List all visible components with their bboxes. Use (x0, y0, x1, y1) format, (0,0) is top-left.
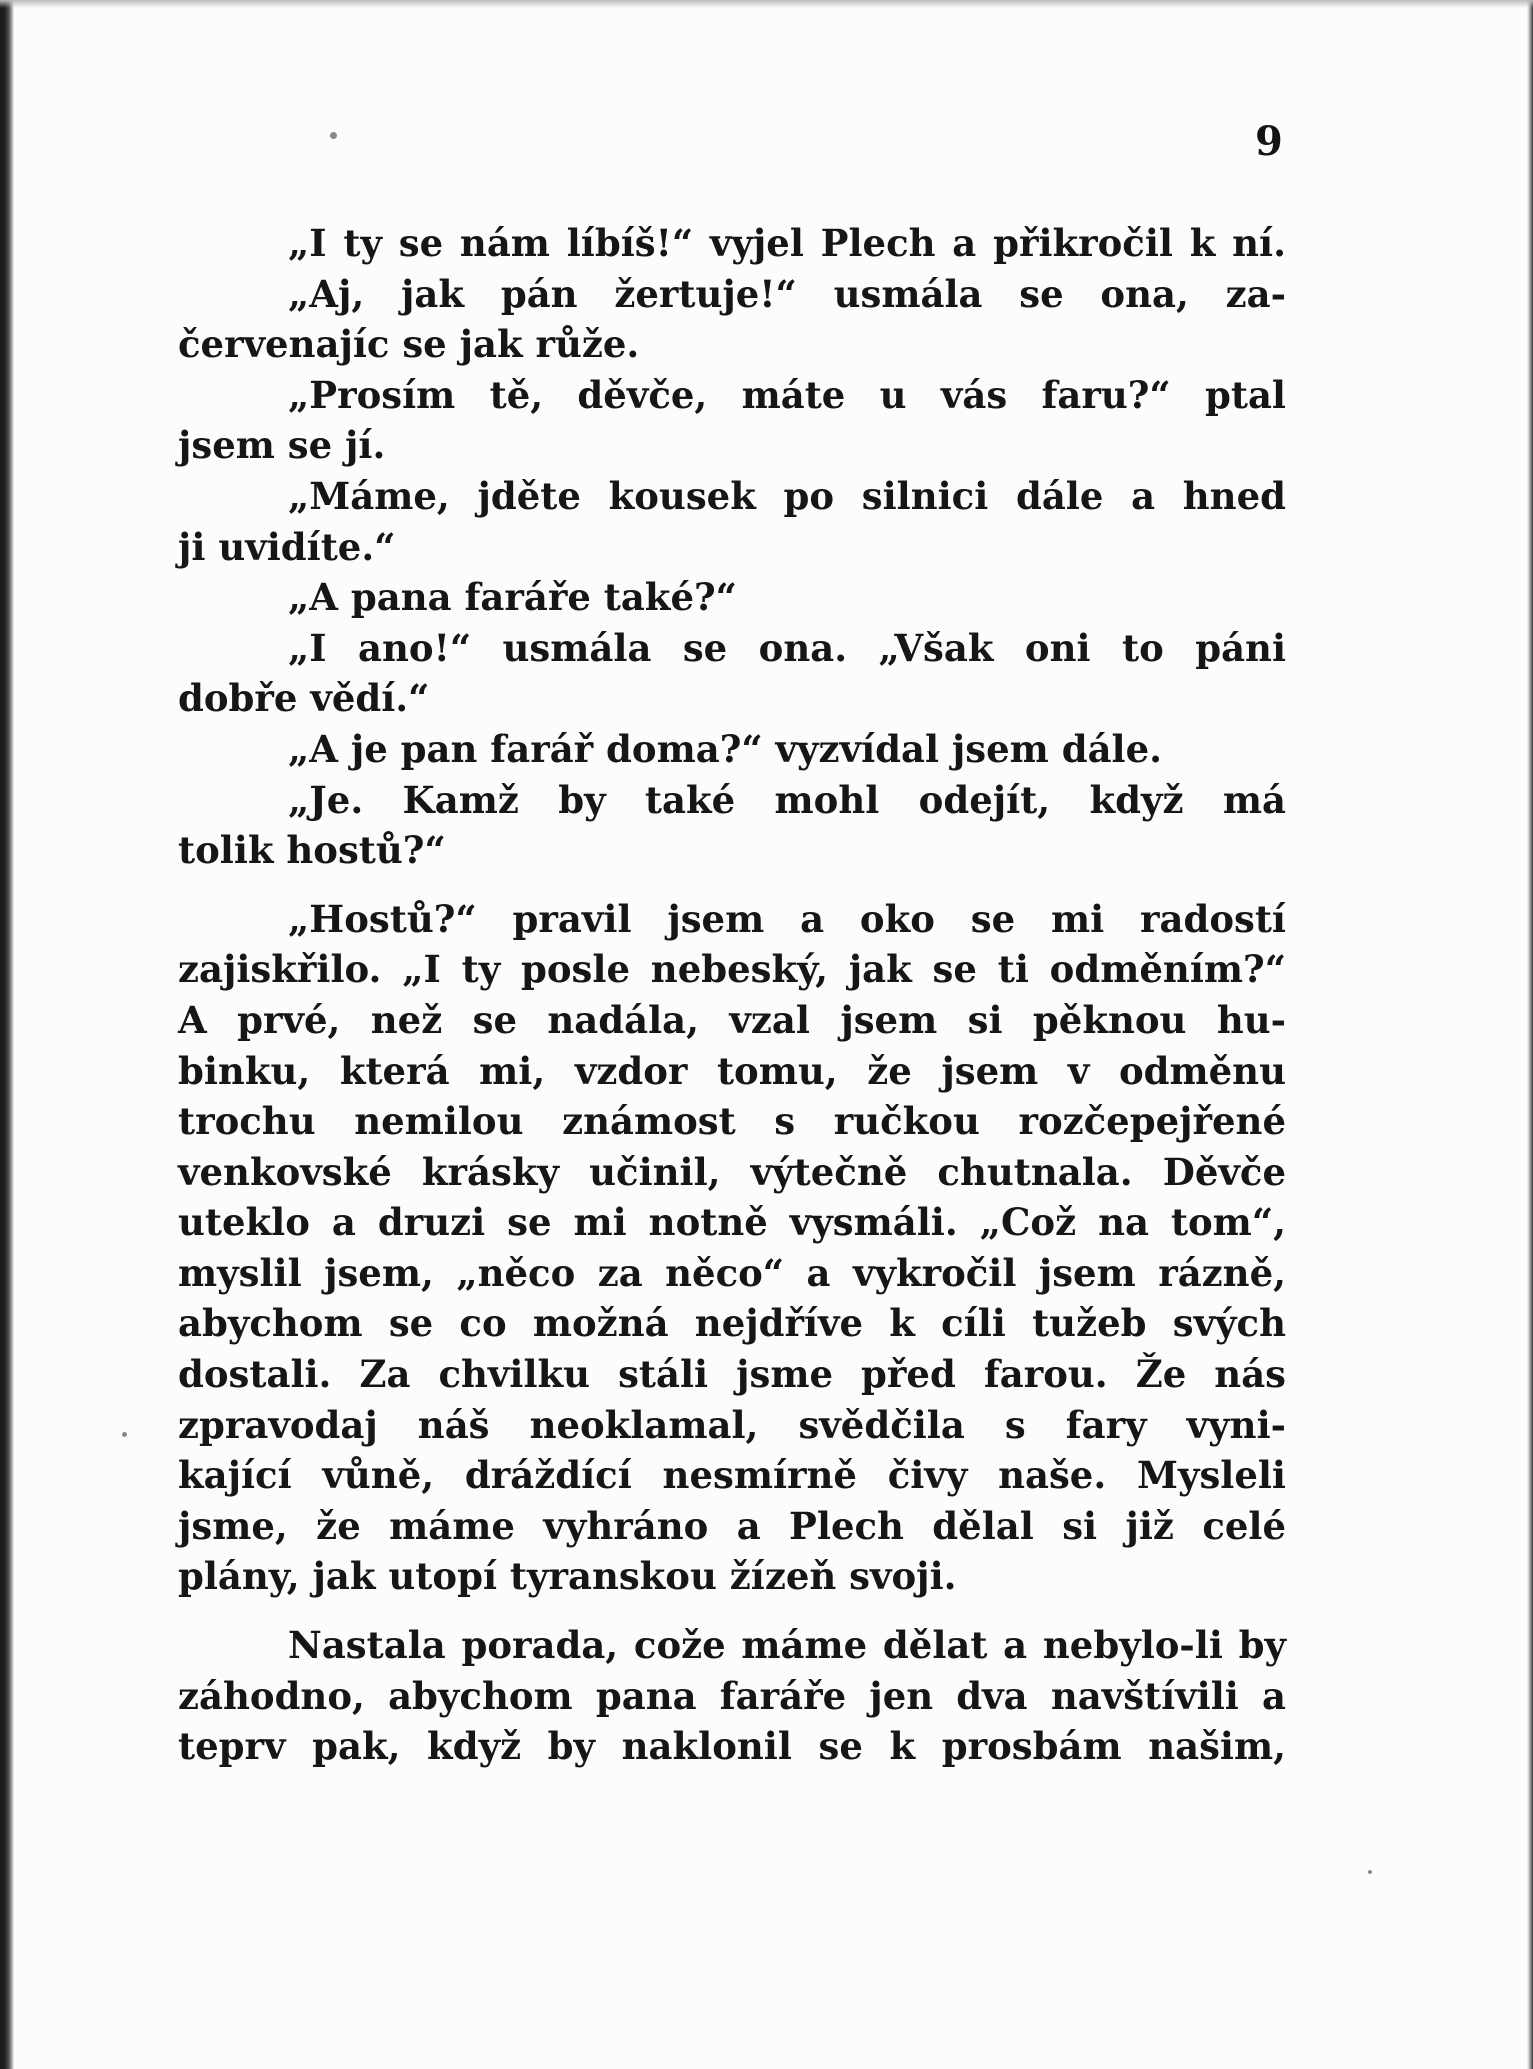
text-line: venkovské krásky učinil, výtečně chutnala. Děvče (178, 1149, 1286, 1194)
binding-edge (0, 0, 14, 2069)
text-line: „A je pan farář doma?“ vyzvídal jsem dále. (288, 726, 1163, 771)
text-line: červenajíc se jak růže. (178, 322, 640, 367)
text-line: jsem se jí. (178, 423, 386, 468)
text-line: „Prosím tě, děvče, máte u vás faru?“ ptal (288, 372, 1286, 417)
text-line: zajiskřilo. „I ty posle nebeský, jak se ti odměním?“ (178, 947, 1286, 992)
text-line: zpravodaj náš neoklamal, svědčila s fary vyni- (178, 1402, 1286, 1447)
text-line: myslil jsem, „něco za něco“ a vykročil jsem rázně, (178, 1250, 1286, 1295)
text-line: dostali. Za chvilku stáli jsme před farou. Že nás (178, 1352, 1286, 1397)
text-line: kající vůně, dráždící nesmírně čivy naše. Mysleli (178, 1453, 1286, 1498)
text-line: teprv pak, když by naklonil se k prosbám našim, (178, 1724, 1286, 1769)
body-text (178, 218, 1286, 1772)
text-line: trochu nemilou známost s ručkou rozčepejřené (178, 1099, 1286, 1144)
text-line: uteklo a druzi se mi notně vysmáli. „Což na tom“, (178, 1200, 1286, 1245)
page-number: 9 (1255, 118, 1283, 165)
paragraph-gap (178, 876, 1286, 894)
page-right-edge (1527, 0, 1533, 2069)
text-line: „Je. Kamž by také mohl odejít, když má (288, 777, 1286, 822)
text-line: „A pana faráře také?“ (288, 575, 737, 620)
text-line: jsme, že máme vyhráno a Plech dělal si již celé (178, 1503, 1286, 1548)
text-line: „Máme, jděte kousek po silnici dále a hned (288, 473, 1286, 518)
text-line: plány, jak utopí tyranskou žízeň svoji. (178, 1554, 957, 1599)
text-line: „I ano!“ usmála se ona. „Však oni to páni (288, 625, 1286, 670)
text-line: ji uvidíte.“ (178, 524, 396, 569)
text-line: tolik hostů?“ (178, 828, 446, 873)
page-top-edge (0, 0, 1533, 8)
scan-speck (1368, 1870, 1372, 1874)
text-line: abychom se co možná nejdříve k cíli tužeb svých (178, 1301, 1286, 1346)
text-line: Nastala porada, cože máme dělat a nebylo-li by (288, 1623, 1286, 1668)
scan-speck (330, 132, 337, 139)
paragraph-gap (178, 1602, 1286, 1620)
text-line: „I ty se nám líbíš!“ vyjel Plech a přikročil k ní. (288, 221, 1286, 265)
text-line: dobře vědí.“ (178, 676, 430, 721)
scan-speck (122, 1432, 127, 1437)
text-line: „Aj, jak pán žertuje!“ usmála se ona, za- (288, 271, 1286, 316)
text-line: binku, která mi, vzdor tomu, že jsem v odměnu (178, 1048, 1286, 1093)
text-line: záhodno, abychom pana faráře jen dva navštívili a (178, 1673, 1286, 1718)
text-line: A prvé, než se nadála, vzal jsem si pěknou hu- (178, 997, 1286, 1042)
text-line: „Hostů?“ pravil jsem a oko se mi radostí (288, 896, 1286, 941)
